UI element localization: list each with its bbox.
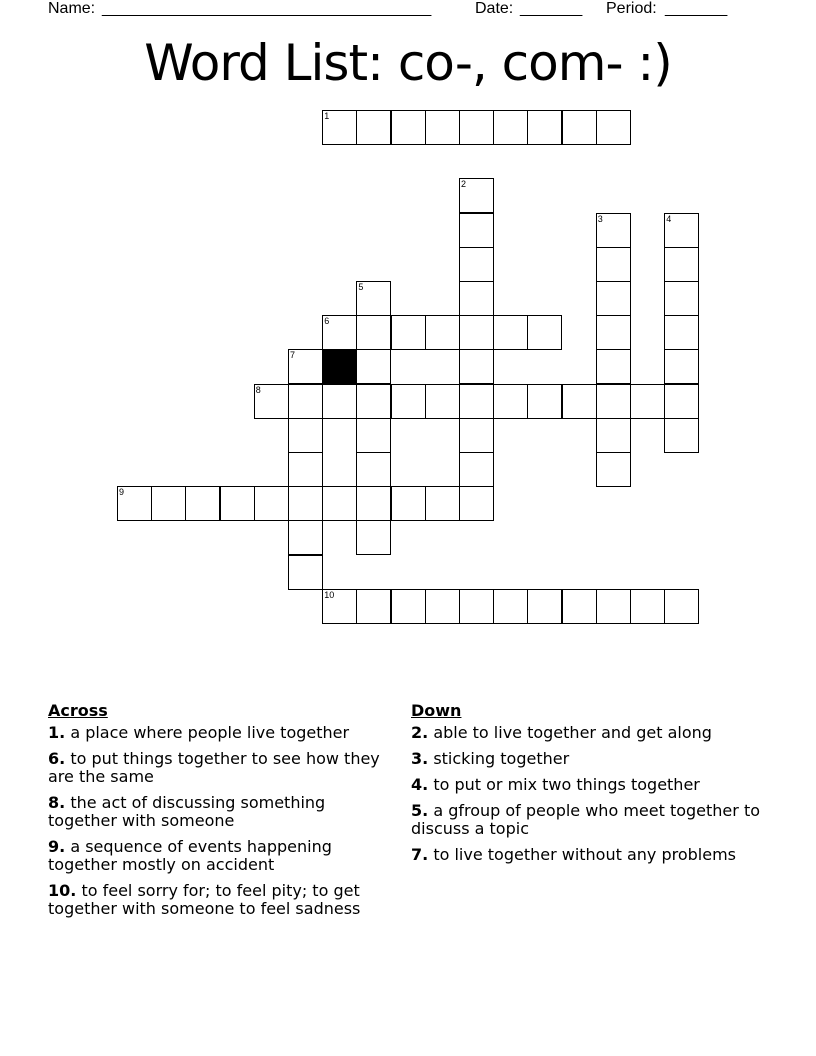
blocked-square (322, 349, 357, 384)
clue-text: a sequence of events happening together mostly on accident (48, 837, 332, 874)
crossword-cell[interactable] (459, 349, 494, 384)
crossword-cell[interactable] (459, 315, 494, 350)
down-clue (411, 846, 761, 864)
crossword-cell[interactable] (356, 589, 391, 624)
cell-number: 8 (255, 384, 261, 395)
clue-text: a place where people live together (70, 723, 350, 742)
crossword-cell[interactable] (425, 110, 460, 145)
crossword-cell[interactable] (425, 315, 460, 350)
clue-text: to feel sorry for; to feel pity; to get together with someone to feel sadness (48, 881, 361, 918)
cell-number: 7 (290, 350, 296, 361)
date-blank[interactable]: _______ (520, 0, 583, 17)
across-heading: Across (48, 701, 108, 720)
period-blank[interactable]: _______ (665, 0, 728, 17)
crossword-cell[interactable] (596, 589, 631, 624)
clue-number: 1. (48, 723, 66, 742)
crossword-cell[interactable] (322, 589, 357, 624)
cell-number: 3 (597, 213, 603, 224)
crossword-cell[interactable] (493, 384, 528, 419)
across-clue (48, 794, 388, 830)
crossword-cell[interactable] (664, 247, 699, 282)
clue-number: 4. (411, 775, 429, 794)
crossword-cell[interactable] (322, 384, 357, 419)
down-clue-list (411, 724, 761, 864)
crossword-cell[interactable] (425, 486, 460, 521)
crossword-cell[interactable] (596, 281, 631, 316)
crossword-cell[interactable] (459, 418, 494, 453)
crossword-cell[interactable] (391, 384, 426, 419)
crossword-cell[interactable] (664, 418, 699, 453)
cell-number: 1 (324, 111, 330, 121)
crossword-cell[interactable] (596, 349, 631, 384)
crossword-cell[interactable] (185, 486, 220, 521)
clue-text: to put or mix two things together (433, 775, 700, 794)
crossword-cell[interactable] (425, 589, 460, 624)
crossword-cell[interactable] (459, 247, 494, 282)
crossword-cell[interactable] (596, 384, 631, 419)
crossword-cell[interactable] (356, 281, 391, 316)
crossword-cell[interactable] (459, 178, 494, 213)
down-heading: Down (411, 701, 462, 720)
crossword-cell[interactable] (356, 315, 391, 350)
crossword-cell[interactable] (596, 213, 631, 248)
crossword-cell[interactable] (596, 452, 631, 487)
crossword-cell[interactable] (664, 213, 699, 248)
down-clue (411, 724, 761, 742)
cell-number: 10 (324, 589, 335, 600)
cell-number: 9 (119, 487, 125, 498)
crossword-cell[interactable] (630, 384, 665, 419)
crossword-cell[interactable] (356, 452, 391, 487)
crossword-cell[interactable] (391, 486, 426, 521)
crossword-cell[interactable] (322, 315, 357, 350)
crossword-cell[interactable] (117, 486, 152, 521)
crossword-cell[interactable] (322, 110, 357, 145)
clue-number: 2. (411, 723, 429, 742)
crossword-cell[interactable] (288, 384, 323, 419)
crossword-cell[interactable] (596, 247, 631, 282)
crossword-cell[interactable] (596, 418, 631, 453)
name-label: Name: (48, 0, 96, 17)
crossword-cell[interactable] (220, 486, 255, 521)
crossword-cell[interactable] (254, 384, 289, 419)
crossword-cell[interactable] (562, 384, 597, 419)
crossword-cell[interactable] (356, 349, 391, 384)
crossword-cell[interactable] (391, 110, 426, 145)
down-clue (411, 802, 761, 838)
crossword-cell[interactable] (288, 418, 323, 453)
clue-text: the act of discussing something together with someone (48, 793, 326, 830)
cell-number: 4 (666, 213, 672, 224)
down-clues (411, 702, 761, 872)
down-clue (411, 776, 761, 794)
crossword-cell[interactable] (356, 110, 391, 145)
clue-text: a gfroup of people who meet together to discuss a topic (411, 801, 760, 838)
clue-text: to put things together to see how they are the same (48, 749, 380, 786)
crossword-cell[interactable] (630, 589, 665, 624)
across-clue (48, 838, 388, 874)
crossword-cell[interactable] (459, 281, 494, 316)
cell-number: 6 (324, 316, 330, 327)
cell-number: 2 (461, 179, 467, 190)
name-blank[interactable]: _____________________________________ (102, 0, 432, 17)
crossword-cell[interactable] (493, 315, 528, 350)
crossword-cell[interactable] (288, 520, 323, 555)
crossword-cell[interactable] (356, 384, 391, 419)
crossword-cell[interactable] (151, 486, 186, 521)
crossword-cell[interactable] (356, 486, 391, 521)
clue-text: able to live together and get along (433, 723, 712, 742)
clue-number: 7. (411, 845, 429, 864)
crossword-cell[interactable] (425, 384, 460, 419)
crossword-cell[interactable] (356, 418, 391, 453)
clue-number: 6. (48, 749, 66, 768)
crossword-cell[interactable] (459, 589, 494, 624)
crossword-cell[interactable] (527, 589, 562, 624)
across-clue (48, 882, 388, 918)
crossword-cell[interactable] (391, 589, 426, 624)
crossword-cell[interactable] (288, 452, 323, 487)
cell-number: 5 (358, 282, 364, 292)
crossword-cell[interactable] (664, 589, 699, 624)
across-clue (48, 724, 388, 742)
crossword-cell[interactable] (664, 349, 699, 384)
crossword-cell[interactable] (322, 486, 357, 521)
clue-number: 10. (48, 881, 77, 900)
crossword-cell[interactable] (459, 213, 494, 248)
crossword-cell[interactable] (664, 315, 699, 350)
crossword-cell[interactable] (356, 520, 391, 555)
crossword-cell[interactable] (459, 110, 494, 145)
crossword-cell[interactable] (596, 110, 631, 145)
across-clues (48, 702, 388, 926)
crossword-cell[interactable] (562, 589, 597, 624)
clue-number: 9. (48, 837, 66, 856)
crossword-cell[interactable] (288, 555, 323, 590)
crossword-cell[interactable] (527, 315, 562, 350)
crossword-cell[interactable] (391, 315, 426, 350)
crossword-cell[interactable] (664, 281, 699, 316)
crossword-cell[interactable] (459, 452, 494, 487)
page-title: Word List: co-, com- :) (144, 34, 672, 92)
across-clue (48, 750, 388, 786)
crossword-cell[interactable] (493, 589, 528, 624)
clue-number: 3. (411, 749, 429, 768)
crossword-cell[interactable] (493, 110, 528, 145)
across-clue-list (48, 724, 388, 918)
clue-text: sticking together (433, 749, 570, 768)
crossword-cell[interactable] (596, 315, 631, 350)
crossword-cell[interactable] (254, 486, 289, 521)
clue-text: to live together without any problems (433, 845, 737, 864)
clue-number: 8. (48, 793, 66, 812)
down-clue (411, 750, 761, 768)
crossword-cell[interactable] (288, 486, 323, 521)
crossword-cell[interactable] (664, 384, 699, 419)
crossword-cell[interactable] (527, 110, 562, 145)
period-label: Period: (606, 0, 657, 17)
crossword-cell[interactable] (527, 384, 562, 419)
crossword-cell[interactable] (562, 110, 597, 145)
date-label: Date: (475, 0, 514, 17)
crossword-cell[interactable] (459, 384, 494, 419)
clue-number: 5. (411, 801, 429, 820)
crossword-cell[interactable] (288, 349, 323, 384)
crossword-cell[interactable] (459, 486, 494, 521)
